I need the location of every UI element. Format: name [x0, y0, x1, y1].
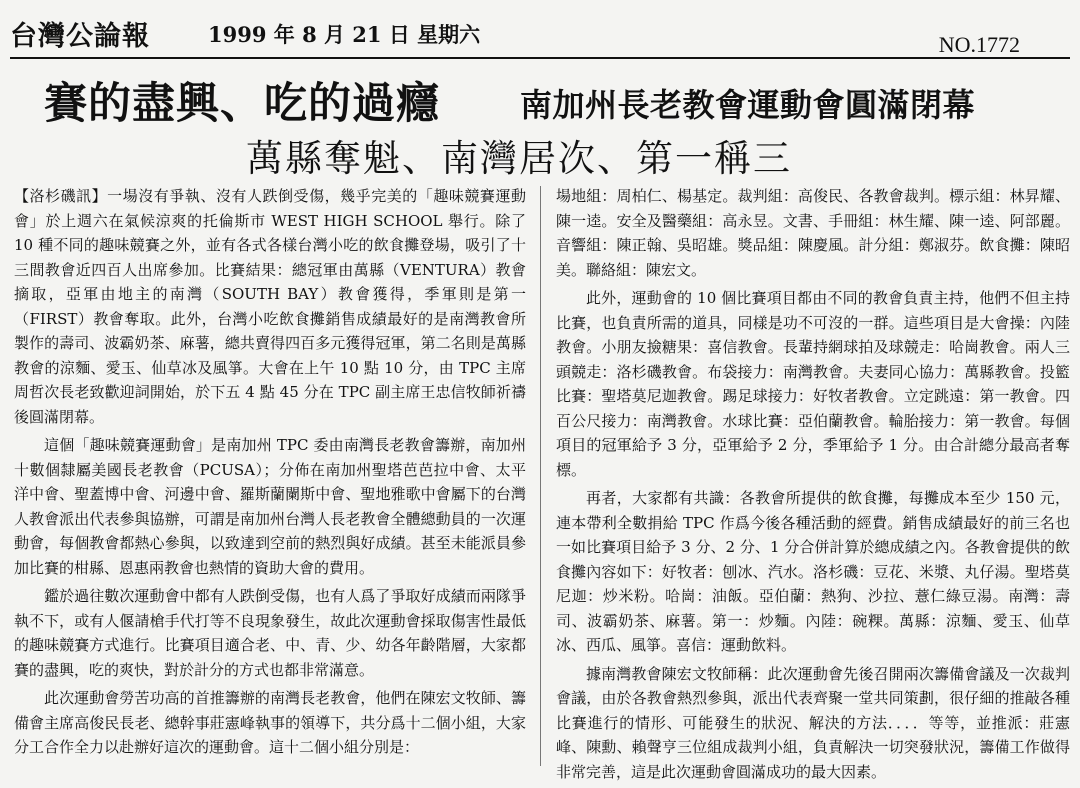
column-divider: [540, 186, 541, 766]
article-paragraph: 此次運動會勞苦功高的首推籌辦的南灣長老教會，他們在陳宏文牧師、籌備會主席高俊民長老、總幹事莊憲峰執事的領導下，共分爲十二個小組，大家分工合作全力以赴辦好這次的運動會。這十二個小組分別是：: [14, 689, 526, 756]
article-paragraph: 場地組：周柏仁、楊基定。裁判組：高俊民、各教會裁判。標示組：林昇耀、陳一逵。安全及醫藥組：高永昱。文書、手冊組：林生耀、陳一逵、阿部麗。音響組：陳正翰、吳昭雄。獎品組：陳慶風。計分組：鄭淑芬。飲食攤：陳昭美。聯絡組：陳宏文。: [556, 187, 1070, 279]
masthead: [0, 0, 1080, 60]
article-paragraph: 鑑於過往數次運動會中都有人跌倒受傷，也有人爲了爭取好成績而兩隊爭執不下，或有人偃請槍手代打等不良現象發生，故此次運動會採取傷害性最低的趣味競賽方式進行。比賽項目適合老、中、青、少、幼各年齡階層，大家都賽的盡興，吃的爽快，對於計分的方式也都非常滿意。: [14, 587, 526, 679]
article-paragraph: 此外，運動會的 10 個比賽項目都由不同的教會負責主持，他們不但主持比賽，也負責所需的道具，同樣是功不可沒的一群。這些項目是大會操：內陸教會。小朋友撿糖果：喜信教會。長輩持網球拍及球競走：哈崗教會。兩人三頭競走：洛杉磯教會。布袋接力：南灣教會。夫妻同心協力：萬縣教會。投籃比賽：聖塔莫尼迦教會。踢足球接力：好牧者教會。立定跳遠：第一教會。四百公尺接力：南灣教會。水球比賽：亞伯蘭教會。輪胎接力：第一教會。每個項目的冠軍給予 3 分，亞軍給予 2 分，季軍給予 1 分。由合計總分最高者奪標。: [556, 289, 1070, 479]
headline-secondary: 南加州長老教會運動會圓滿閉幕: [520, 86, 976, 124]
article-column-left: [14, 184, 526, 764]
issue-date: 1999 年 8 月 21 日 星期六: [208, 22, 481, 47]
paper-name: 台灣公論報: [10, 21, 150, 52]
article-paragraph: 【洛杉磯訊】一場沒有爭執、沒有人跌倒受傷，幾乎完美的「趣味競賽運動會」於上週六在氣候涼爽的托倫斯市 WEST HIGH SCHOOL 舉行。除了 10 種不同的趣味競賽之外，並有各式各樣台灣小吃的飲食攤登場，吸引了十三間教會近四百人出席參加。比賽結果：總冠軍由萬縣（VENTURA）教會摘取，亞軍由地主的南灣（SOUTH BAY）教會獲得，季軍則是第一（FIRST）教會奪取。此外，台灣小吃飲食攤銷售成績最好的是南灣教會所製作的壽司、波霸奶茶、麻薯，總共賣得四百多元獲得冠軍，第二名則是萬縣教會的涼麵、愛玉、仙草冰及風箏。大會在上午 10 點 10 分，由 TPC 主席周哲次長老致歡迎詞開始，於下五 4 點 45 分在 TPC 副主席王忠信牧師祈禱後圓滿閉幕。: [14, 187, 526, 426]
issue-number: NO.1772: [938, 32, 1020, 57]
article-paragraph: 這個「趣味競賽運動會」是南加州 TPC 委由南灣長老教會籌辦，南加州十數個隸屬美國長老教會（PCUSA）；分佈在南加州聖塔芭芭拉中會、太平洋中會、聖蓋博中會、河邊中會、羅斯蘭闌斯中會、聖地雅歌中會屬下的台灣人教會派出代表參與協辦，可謂是南加州台灣人長老教會全體總動員的一次運動會，每個教會都熱心參與，以致達到空前的熱烈與好成績。甚至未能派員參加比賽的柑縣、恩惠兩教會也熱情的資助大會的費用。: [14, 436, 526, 577]
article-paragraph: 再者，大家都有共識：各教會所提供的飲食攤，每攤成本至少 150 元，連本帶利全數捐給 TPC 作爲今後各種活動的經費。銷售成績最好的前三名也一如比賽項目給予 3 分、2 分、1 分合併計算於總成績之內。各教會提供的飲食攤內容如下：好牧者：刨冰、汽水。洛杉磯：豆花、米漿、丸仔湯。聖塔莫尼迦：炒米粉。哈崗：油飯。亞伯蘭：熱狗、沙拉、薏仁綠豆湯。南灣：壽司、波霸奶茶、麻薯。第一：炒麵。內陸：碗粿。萬縣：涼麵、愛玉、仙草冰、西瓜、風箏。喜信：運動飲料。: [556, 489, 1070, 654]
article-column-right: [556, 184, 1070, 788]
article-paragraph: 據南灣教會陳宏文牧師稱：此次運動會先後召開兩次籌備會議及一次裁判會議，由於各教會熱烈參與，派出代表齊聚一堂共同策劃，很仔細的推敲各種比賽進行的情形、可能發生的狀況、解決的方法．．．．等等，並推派：莊憲峰、陳勳、賴聲亨三位組成裁判小組，負責解決一切突發狀況，籌備工作做得非常完善，這是此次運動會圓滿成功的最大因素。: [556, 664, 1070, 781]
masthead-rule: [10, 57, 1070, 59]
headline-primary: 賽的盡興、吃的過癮: [44, 79, 440, 129]
subheadline: 萬縣奪魁、南灣居次、第一稱三: [246, 137, 792, 180]
